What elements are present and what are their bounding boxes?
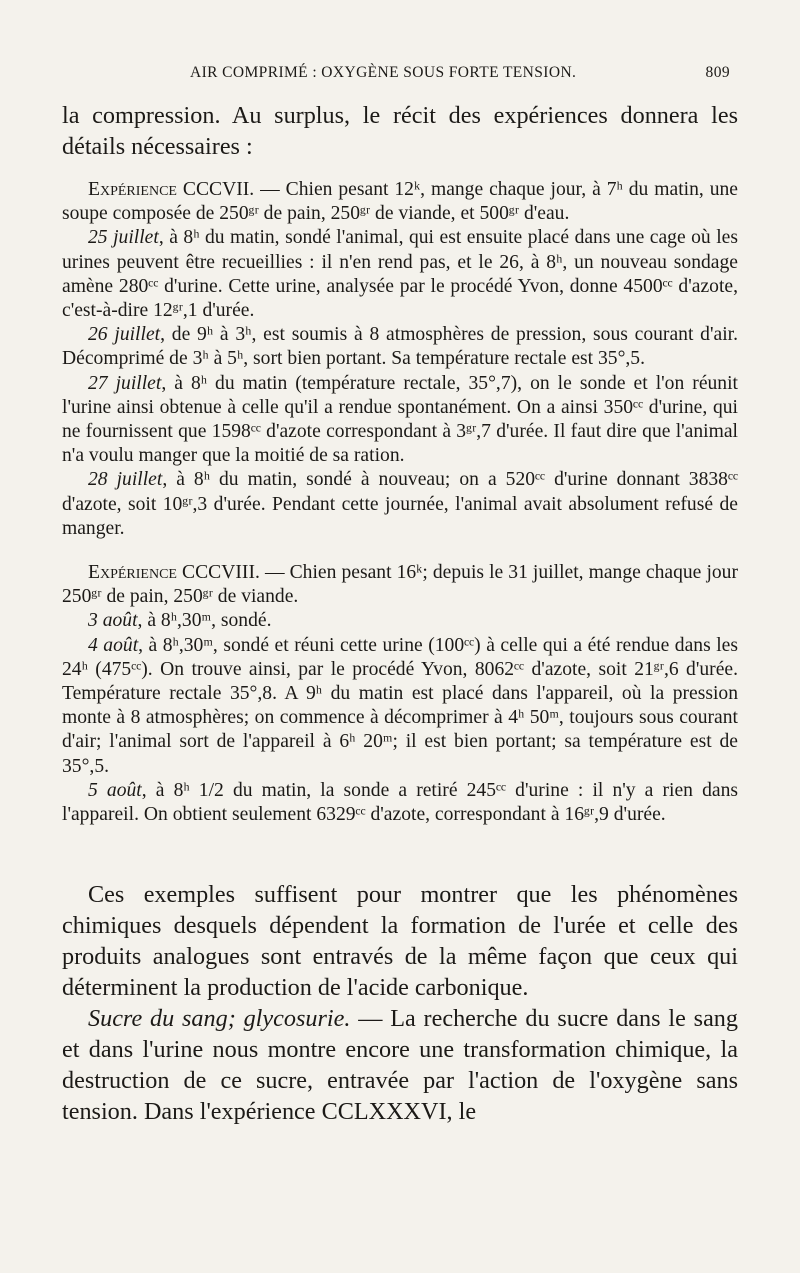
entry-text: , à 8ʰ du matin, sondé l'animal, qui est ensuite placé dans une cage où les urines peuvent être recueillies : il n'en rend pas, et le 26, à 8ʰ, un nouveau sondage amène 280ᶜᶜ d'urine. Cette urine, analysée par le procédé Yvon, donne 4500ᶜᶜ d'azote, c'est-à-dire 12ᵍʳ,1 d'urée. [62,227,738,322]
experiment-label: Expérience CCCVII. [88,179,255,200]
running-title: AIR COMPRIMÉ : OXYGÈNE SOUS FORTE TENSION. [190,64,577,81]
intro-paragraph: la compression. Au surplus, le récit des expériences donnera les détails nécessaires : [62,102,738,160]
entry-date: 26 juillet [88,324,161,346]
section-heading: Sucre du sang; glycosurie. [88,1005,351,1033]
experiment-entry [62,323,738,371]
entry-text: , de 9ʰ à 3ʰ, est soumis à 8 atmosphères de pression, sous courant d'air. Décomprimé de 3ʰ à 5ʰ, sort bien portant. Sa température rectale est 35°,5. [62,324,738,370]
experiment-entry [62,634,738,779]
entry-text: , à 8ʰ du matin, sondé à nouveau; on a 520ᶜᶜ d'urine donnant 3838ᶜᶜ d'azote, soit 10ᵍʳ,3 d'urée. Pendant cette journée, l'animal avait absolument refusé de manger. [62,469,738,539]
page-header [62,58,738,84]
experiment-text: — Chien pesant 16ᵏ; depuis le 31 juillet, mange chaque jour 250ᵍʳ de pain, 250ᵍʳ de viande. [62,562,739,608]
entry-date: 25 juillet [88,227,159,249]
experiment-label: Expérience CCCVIII. [88,562,260,584]
entry-text: , à 8ʰ,30ᵐ, sondé. [137,610,272,632]
experiment-entry [62,372,738,469]
entry-text: , à 8ʰ du matin (température rectale, 35°,7), on le sonde et l'on réunit l'urine ainsi obtenue à celle qu'il a rendue spontanément. On a ainsi 350ᶜᶜ d'urine, qui ne fournissent que 1598ᶜᶜ d'azote correspondant à 3ᵍʳ,7 d'urée. Il faut dire que l'animal n'a voulu manger que la moitié de sa ration. [62,372,738,467]
experiment-cccvii-intro [62,178,738,226]
section-text: — La recherche du sucre dans le sang et dans l'urine nous montre encore une transformation chimique, la destruction de ce sucre, entravée par l'action de l'oxygène sans tension. Dans l'expérience CCLXXXVI, le [62,1005,738,1126]
experiment-entry [62,609,738,633]
experiment-cccvii [62,178,738,541]
experiment-entry [62,779,738,827]
entry-date: 3 août [88,610,138,632]
entry-text: , à 8ʰ,30ᵐ, sondé et réuni cette urine (100ᶜᶜ) à celle qui a été rendue dans les 24ʰ (475ᶜᶜ). On trouve ainsi, par le procédé Yvon, 8062ᶜᶜ d'azote, soit 21ᵍʳ,6 d'urée. Température rectale 35°,8. A 9ʰ du matin est placé dans l'appareil, où la pression monte à 8 atmosphères; on commence à décomprimer à 4ʰ 50ᵐ, toujours sous courant d'air; l'animal sort de l'appareil à 6ʰ 20ᵐ; il est bien portant; sa température est de 35°,5. [62,634,738,777]
conclusion-paragraph: Ces exemples suffisent pour montrer que les phénomènes chimiques desquels dépendent la formation de l'urée et celle des produits analogues sont entravés de la même façon que ceux qui déterminent la production de l'acide carbonique. [62,881,738,1002]
entry-date: 27 juillet [88,372,162,394]
experiment-text: — Chien pesant 12ᵏ, mange chaque jour, à 7ʰ du matin, une soupe composée de 250ᵍʳ de pain, 250ᵍʳ de viande, et 500ᵍʳ d'eau. [62,179,739,225]
experiment-cccviii [62,561,738,827]
entry-text: , à 8ʰ 1/2 du matin, la sonde a retiré 245ᶜᶜ d'urine : il n'y a rien dans l'appareil. On obtient seulement 6329ᶜᶜ d'azote, correspondant à 16ᵍʳ,9 d'urée. [62,779,738,826]
experiment-entry [62,468,738,541]
sucre-paragraph [62,1003,738,1127]
experiment-cccviii-intro [62,561,738,609]
entry-date: 28 juillet [88,469,163,491]
experiment-entry [62,226,738,323]
book-page [62,58,738,1127]
page-number: 809 [705,64,730,81]
entry-date: 4 août [88,634,139,656]
entry-date: 5 août [88,779,142,801]
